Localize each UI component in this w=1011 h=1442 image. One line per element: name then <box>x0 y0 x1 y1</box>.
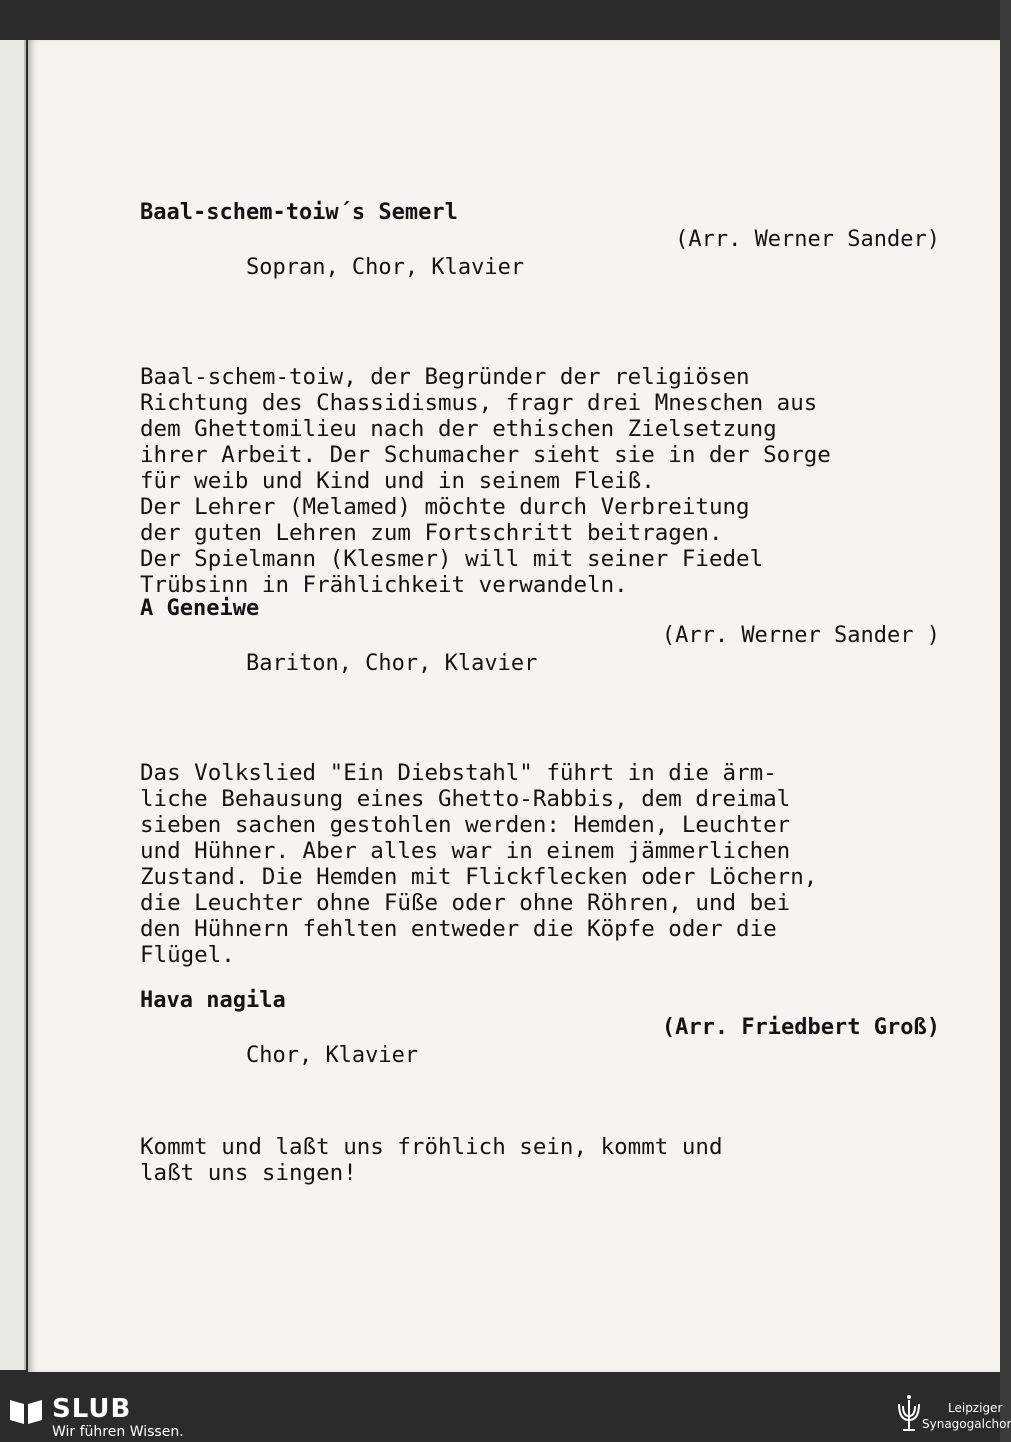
item-meta <box>140 1014 940 1126</box>
item-title: Baal-schem-toiw´s Semerl <box>140 200 458 225</box>
item-voices: Bariton, Chor, Klavier <box>245 651 538 676</box>
program-item-2 <box>140 596 940 968</box>
footer-bar <box>0 1380 1011 1442</box>
description-line: der guten Lehren zum Fortschritt beitragen. <box>140 520 723 546</box>
description-line: dem Ghettomilieu nach der ethischen Zielsetzung <box>140 416 777 442</box>
item-description <box>140 1134 940 1186</box>
description-line: Zustand. Die Hemden mit Flickflecken oder Löchern, <box>140 864 818 890</box>
item-arranger: (Arr. Werner Sander ) <box>661 623 940 648</box>
item-arranger: (Arr. Werner Sander) <box>675 227 940 252</box>
description-line: Trübsinn in Frählichkeit verwandeln. <box>140 572 628 598</box>
program-item-1 <box>140 200 940 598</box>
item-title: A Geneiwe <box>140 596 260 621</box>
item-arranger: (Arr. Friedbert Groß) <box>661 1015 940 1040</box>
description-line: Baal-schem-toiw, der Begründer der religiösen <box>140 364 750 390</box>
menorah-icon <box>896 1394 922 1434</box>
description-line: ihrer Arbeit. Der Schumacher sieht sie in der Sorge <box>140 442 831 468</box>
library-name[interactable]: SLUB <box>52 1394 132 1424</box>
item-meta <box>140 622 940 734</box>
choir-line-2: Synagogalchor <box>922 1417 1011 1431</box>
item-title: Hava nagila <box>140 988 286 1013</box>
program-item-3 <box>140 988 940 1186</box>
item-meta <box>140 226 940 338</box>
item-description <box>140 760 940 968</box>
library-tagline: Wir führen Wissen. <box>52 1424 184 1440</box>
description-line: die Leuchter ohne Füße oder ohne Röhren, und bei <box>140 890 791 916</box>
description-line: Richtung des Chassidismus, fragr drei Mneschen aus <box>140 390 818 416</box>
description-line: den Hühnern fehlten entweder die Köpfe oder die <box>140 916 777 942</box>
description-line: Kommt und laßt uns fröhlich sein, kommt und <box>140 1134 723 1160</box>
item-voices: Sopran, Chor, Klavier <box>245 255 525 280</box>
description-line: Flügel. <box>140 942 235 968</box>
choir-line-1: Leipziger <box>948 1401 1003 1415</box>
item-voices: Chor, Klavier <box>245 1043 419 1068</box>
description-line: laßt uns singen! <box>140 1160 357 1186</box>
description-line: sieben sachen gestohlen werden: Hemden, Leuchter <box>140 812 791 838</box>
item-description <box>140 364 940 598</box>
description-line: und Hühner. Aber alles war in einem jämmerlichen <box>140 838 791 864</box>
description-line: Das Volkslied "Ein Diebstahl" führt in die ärm- <box>140 760 777 786</box>
choir-name <box>922 1400 1011 1432</box>
description-line: für weib und Kind und in seinem Fleiß. <box>140 468 655 494</box>
description-line: liche Behausung eines Ghetto-Rabbis, dem dreimal <box>140 786 791 812</box>
previous-page-edge <box>0 40 26 1370</box>
slub-book-icon[interactable] <box>8 1396 44 1426</box>
description-line: Der Spielmann (Klesmer) will mit seiner Fiedel <box>140 546 764 572</box>
description-line: Der Lehrer (Melamed) möchte durch Verbreitung <box>140 494 750 520</box>
document-page <box>28 40 1000 1372</box>
